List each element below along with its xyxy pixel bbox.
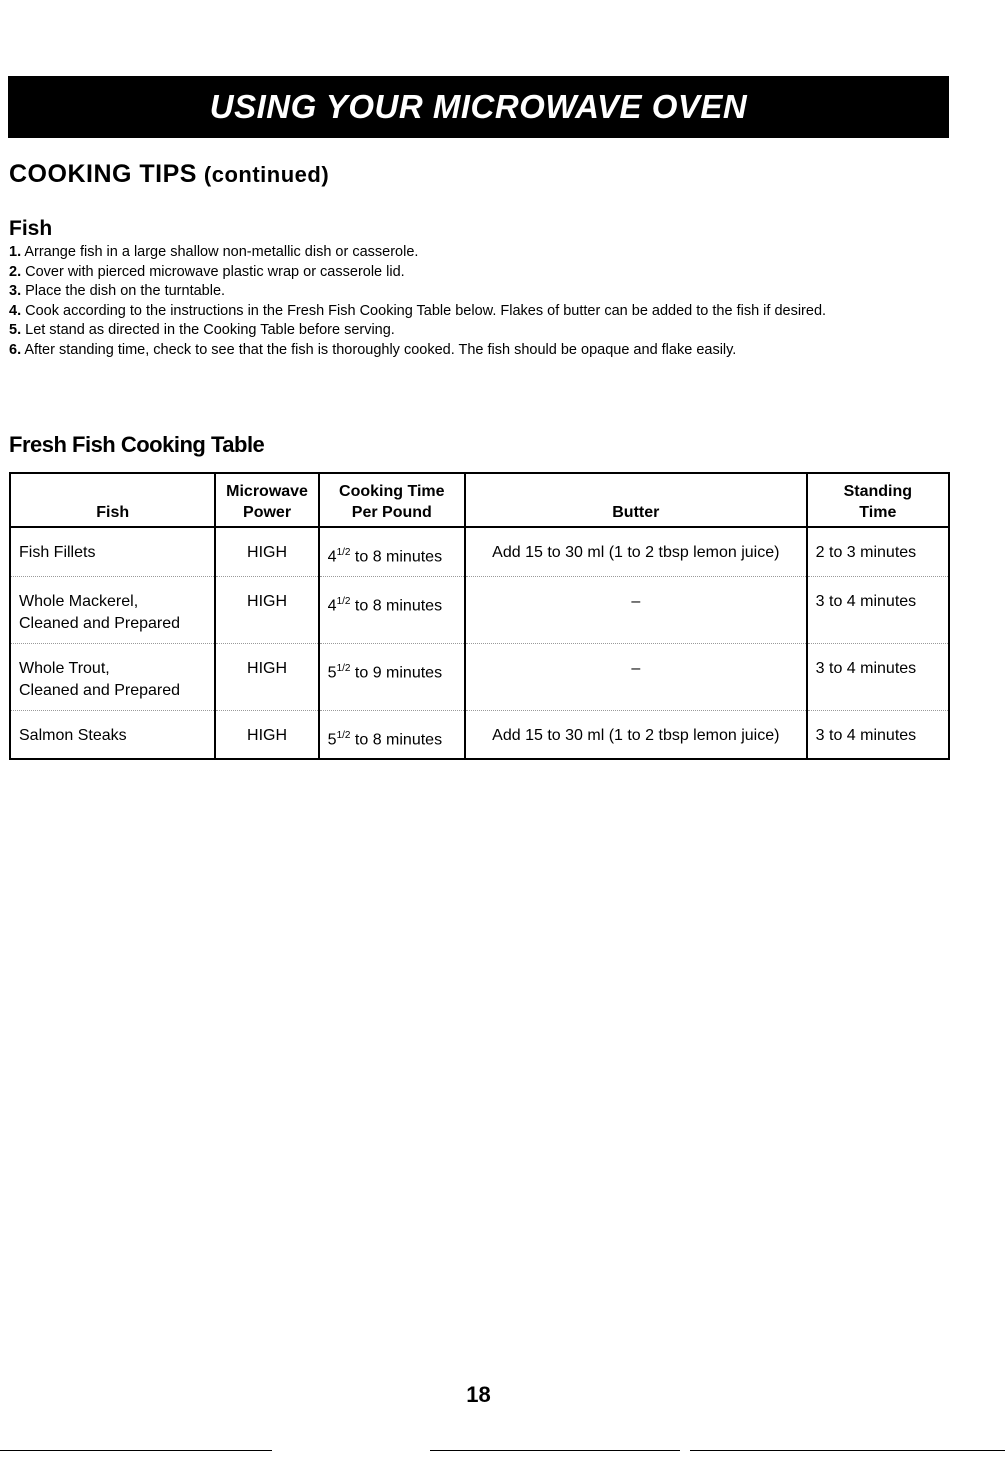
step-number: 2. xyxy=(9,263,22,280)
fresh-fish-cooking-table xyxy=(9,472,950,760)
header-cooking-time: Cooking Time Per Pound xyxy=(319,473,465,527)
section-title-suffix: (continued) xyxy=(203,162,330,187)
banner-title: USING YOUR MICROWAVE OVEN xyxy=(209,88,748,125)
cell-cooking-time: $4^{1/2}$ to 8 minutes xyxy=(319,527,465,577)
cell-standing-time: 3 to 4 minutes xyxy=(807,711,949,759)
step-item xyxy=(9,243,939,261)
step-text: Cover with pierced microwave plastic wrap or casserole lid. xyxy=(25,263,405,280)
step-number: 5. xyxy=(9,322,22,338)
table-row xyxy=(10,527,949,577)
subsection-title: Fish xyxy=(9,217,53,240)
step-text: Arrange fish in a large shallow non-metallic dish or casserole. xyxy=(24,244,419,260)
section-title xyxy=(9,160,329,189)
step-number: 4. xyxy=(9,302,22,319)
cell-standing-time: 2 to 3 minutes xyxy=(807,527,949,577)
cell-cooking-time: $4^{1/2}$ to 8 minutes xyxy=(319,577,465,644)
header-microwave-power: Microwave Power xyxy=(215,473,318,527)
header-fish: Fish xyxy=(10,473,215,527)
step-text: Cook according to the instructions in the Fresh Fish Cooking Table below. Flakes of butter can be added to the fish if desired. xyxy=(25,302,827,319)
step-item xyxy=(9,302,939,320)
step-number: 6. xyxy=(9,341,22,358)
cell-power: HIGH xyxy=(215,711,318,759)
cell-butter: Add 15 to 30 ml (1 to 2 tbsp lemon juice) xyxy=(465,711,807,759)
step-item xyxy=(9,321,939,339)
table-row xyxy=(10,711,949,759)
step-number: 1. xyxy=(9,244,22,260)
cell-cooking-time: $5^{1/2}$ to 8 minutes xyxy=(319,711,465,759)
cell-butter: Add 15 to 30 ml (1 to 2 tbsp lemon juice) xyxy=(465,527,807,577)
table-header-row xyxy=(10,473,949,527)
cell-butter: – xyxy=(465,644,807,711)
step-text: After standing time, check to see that the fish is thoroughly cooked. The fish should be opaque and flake easily. xyxy=(24,341,737,358)
page-number: 18 xyxy=(466,1382,491,1407)
footer-rule xyxy=(690,1450,1005,1451)
cell-standing-time: 3 to 4 minutes xyxy=(807,577,949,644)
header-standing-time: Standing Time xyxy=(807,473,949,527)
steps-list xyxy=(9,243,939,360)
cell-power: HIGH xyxy=(215,577,318,644)
cell-power: HIGH xyxy=(215,644,318,711)
table-title: Fresh Fish Cooking Table xyxy=(9,432,265,457)
cell-fish: Salmon Steaks xyxy=(19,727,127,745)
cell-fish: Whole Mackerel, Cleaned and Prepared xyxy=(10,577,215,644)
step-item xyxy=(9,341,939,359)
step-item xyxy=(9,282,939,300)
cell-butter: – xyxy=(465,577,807,644)
cell-cooking-time: $5^{1/2}$ to 9 minutes xyxy=(319,644,465,711)
cell-standing-time: 3 to 4 minutes xyxy=(807,644,949,711)
cell-fish: Fish Fillets xyxy=(10,527,215,577)
step-text: Place the dish on the turntable. xyxy=(25,283,226,299)
table-row xyxy=(10,577,949,644)
page-banner xyxy=(8,76,949,138)
step-text: Let stand as directed in the Cooking Table before serving. xyxy=(25,322,395,338)
footer-rule xyxy=(0,1450,272,1451)
step-item xyxy=(9,263,939,281)
header-butter: Butter xyxy=(465,473,807,527)
cell-fish: Whole Trout, Cleaned and Prepared xyxy=(10,644,215,711)
cell-power: HIGH xyxy=(215,527,318,577)
footer-rule xyxy=(430,1450,680,1451)
table-row xyxy=(10,644,949,711)
step-number: 3. xyxy=(9,283,22,299)
section-title-main: COOKING TIPS xyxy=(9,160,197,188)
